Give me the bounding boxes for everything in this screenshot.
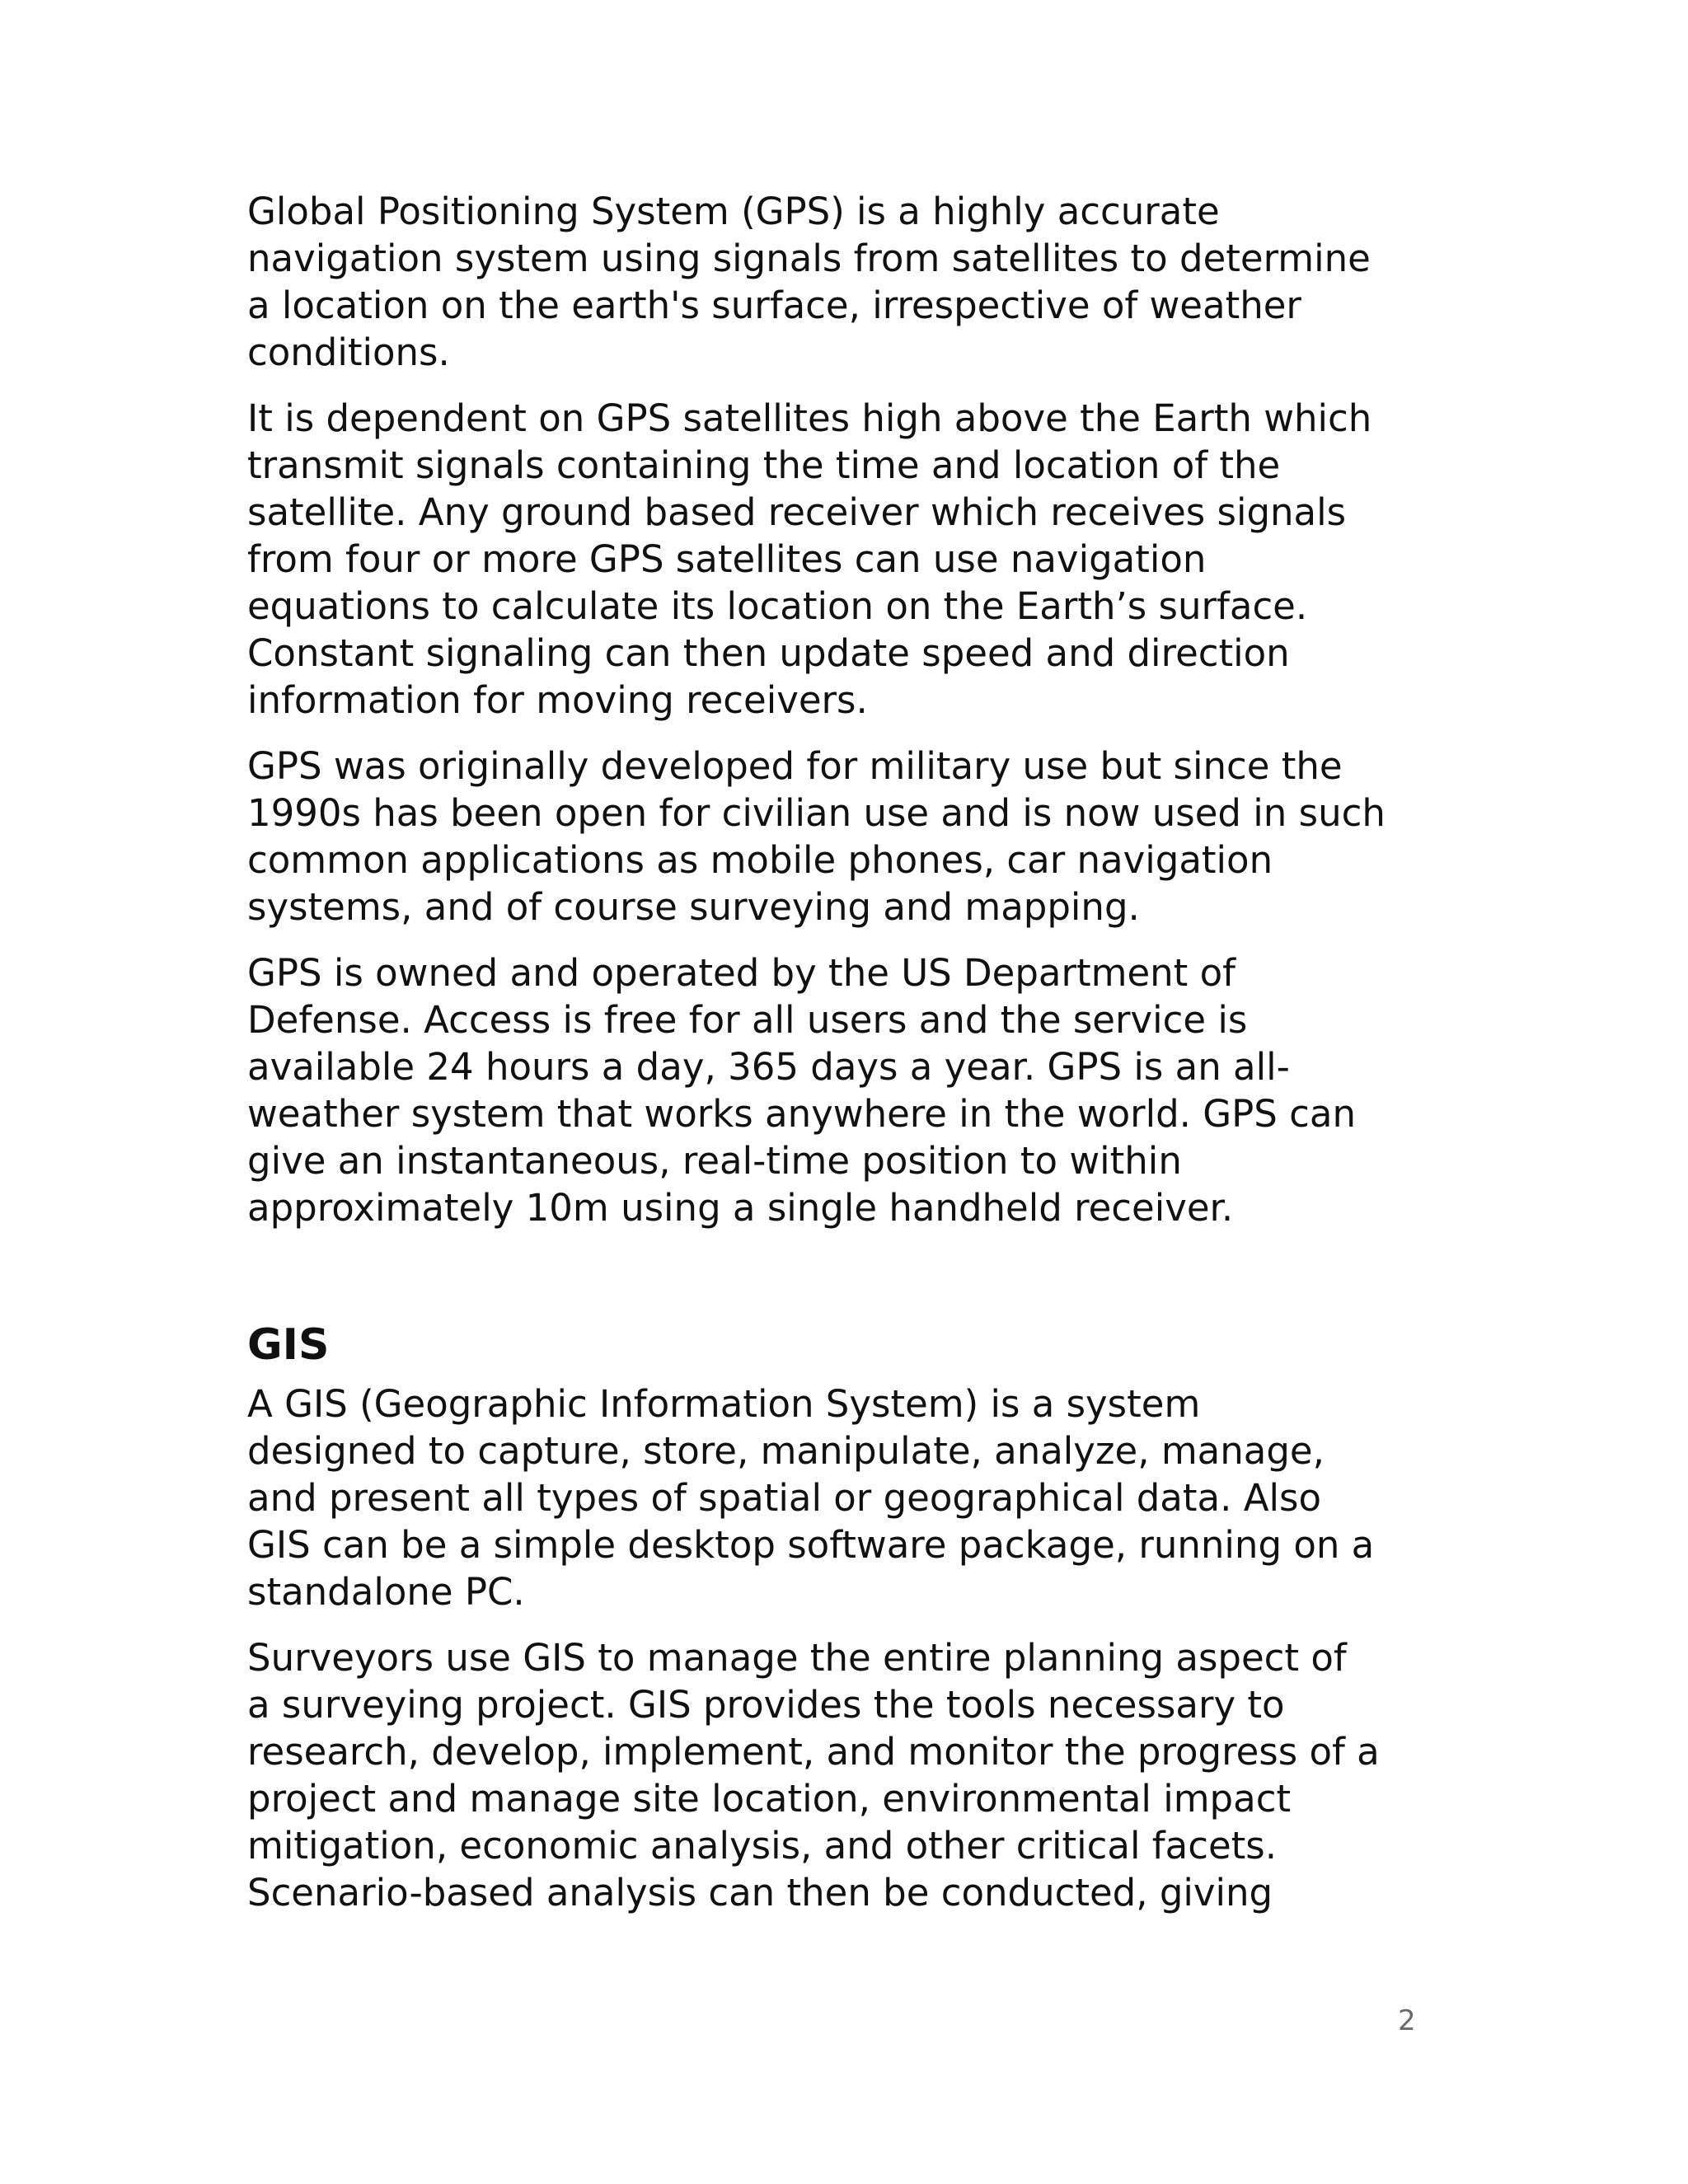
gis-paragraph-2 (247, 1634, 1451, 1916)
text-line: equations to calculate its location on the Earth’s surface. (247, 584, 1308, 628)
text-line: designed to capture, store, manipulate, analyze, manage, (247, 1429, 1325, 1473)
text-line: give an instantaneous, real-time position to within (247, 1139, 1182, 1183)
text-line: mitigation, economic analysis, and other critical facets. (247, 1824, 1278, 1868)
section-heading-gis: GIS (247, 1320, 330, 1370)
page-content (247, 188, 1451, 1935)
text-line: Global Positioning System (GPS) is a highly accurate (247, 190, 1220, 233)
text-line: satellite. Any ground based receiver which receives signals (247, 490, 1347, 534)
gis-paragraph-1 (247, 1380, 1451, 1615)
text-line: research, develop, implement, and monitor the progress of a (247, 1730, 1380, 1774)
text-line: transmit signals containing the time and location of the (247, 443, 1281, 487)
gps-paragraph-2 (247, 395, 1451, 724)
text-line: information for moving receivers. (247, 678, 868, 722)
text-line: and present all types of spatial or geographical data. Also (247, 1476, 1321, 1520)
text-line: approximately 10m using a single handheld receiver. (247, 1186, 1234, 1230)
text-line: available 24 hours a day, 365 days a year. GPS is an all- (247, 1045, 1290, 1089)
text-line: Defense. Access is free for all users and the service is (247, 998, 1248, 1042)
text-line: common applications as mobile phones, car navigation (247, 838, 1273, 882)
text-line: a location on the earth's surface, irrespective of weather (247, 284, 1301, 327)
text-line: 1990s has been open for civilian use and is now used in such (247, 791, 1386, 835)
text-line: systems, and of course surveying and mapping. (247, 885, 1140, 929)
text-line: a surveying project. GIS provides the tools necessary to (247, 1683, 1285, 1727)
text-line: Scenario-based analysis can then be conducted, giving (247, 1871, 1273, 1915)
section-spacer (247, 1250, 1451, 1318)
text-line: GPS was originally developed for military use but since the (247, 744, 1343, 788)
text-line: GPS is owned and operated by the US Department of (247, 951, 1236, 995)
gps-paragraph-3 (247, 743, 1451, 930)
gps-paragraph-1 (247, 188, 1451, 376)
text-line: navigation system using signals from satellites to determine (247, 237, 1371, 280)
text-line: conditions. (247, 330, 450, 374)
text-line: It is dependent on GPS satellites high above the Earth which (247, 396, 1372, 440)
text-line: Surveyors use GIS to manage the entire planning aspect of (247, 1636, 1347, 1680)
text-line: A GIS (Geographic Information System) is a system (247, 1382, 1201, 1426)
text-line: standalone PC. (247, 1570, 525, 1614)
page-number: 2 (1398, 2004, 1416, 2037)
text-line: weather system that works anywhere in the world. GPS can (247, 1092, 1356, 1136)
text-line: GIS can be a simple desktop software package, running on a (247, 1523, 1375, 1567)
gps-paragraph-4 (247, 949, 1451, 1231)
text-line: project and manage site location, environmental impact (247, 1777, 1292, 1821)
text-line: Constant signaling can then update speed and direction (247, 631, 1290, 675)
text-line: from four or more GPS satellites can use navigation (247, 537, 1207, 581)
